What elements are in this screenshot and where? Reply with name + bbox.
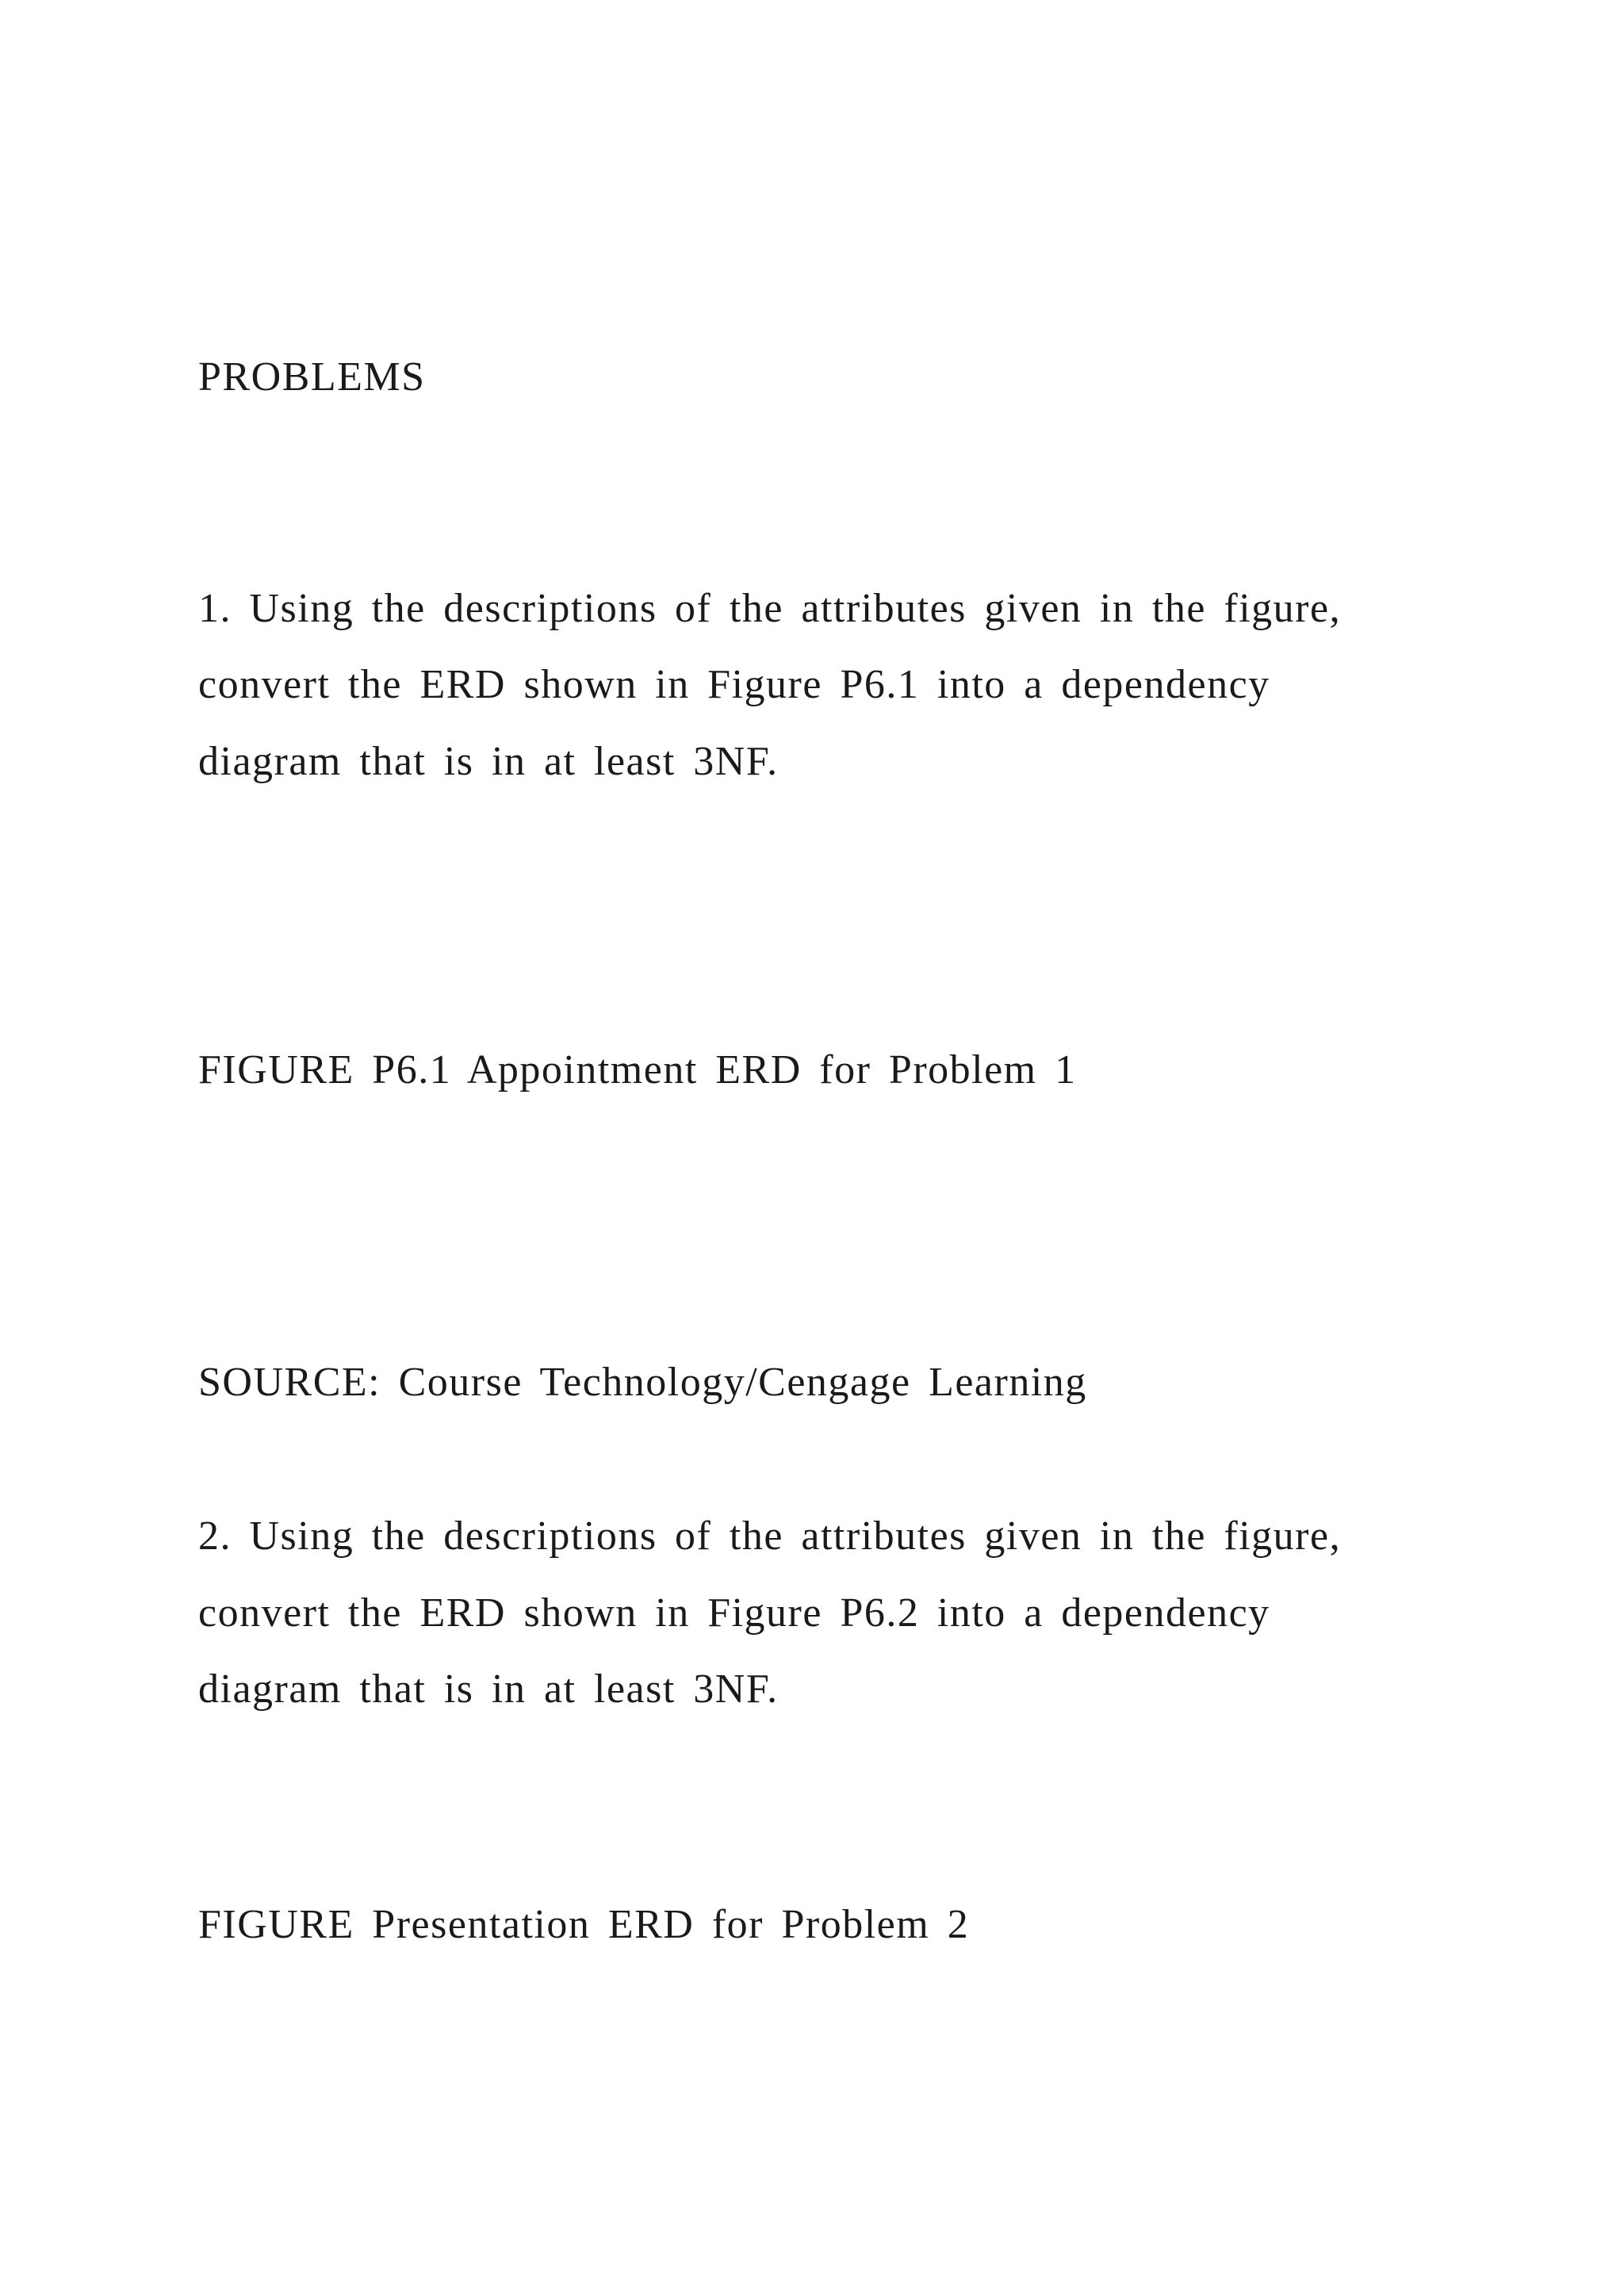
- figure-presentation-caption: FIGURE Presentation ERD for Problem 2: [198, 1902, 970, 1947]
- problem-1-line-1: 1. Using the descriptions of the attributes given in the figure,: [198, 586, 1342, 631]
- problem-2-line-3: diagram that is in at least 3NF.: [198, 1667, 779, 1712]
- figure-p6-1-caption: FIGURE P6.1 Appointment ERD for Problem 1: [198, 1047, 1077, 1093]
- problem-2-line-2: convert the ERD shown in Figure P6.2 into a dependency: [198, 1590, 1270, 1636]
- problem-1-line-3: diagram that is in at least 3NF.: [198, 739, 779, 784]
- figure-source: SOURCE: Course Technology/Cengage Learning: [198, 1360, 1087, 1405]
- problem-2-line-1: 2. Using the descriptions of the attributes given in the figure,: [198, 1513, 1342, 1559]
- section-heading: PROBLEMS: [198, 354, 426, 400]
- problem-1-line-2: convert the ERD shown in Figure P6.1 into a dependency: [198, 662, 1270, 707]
